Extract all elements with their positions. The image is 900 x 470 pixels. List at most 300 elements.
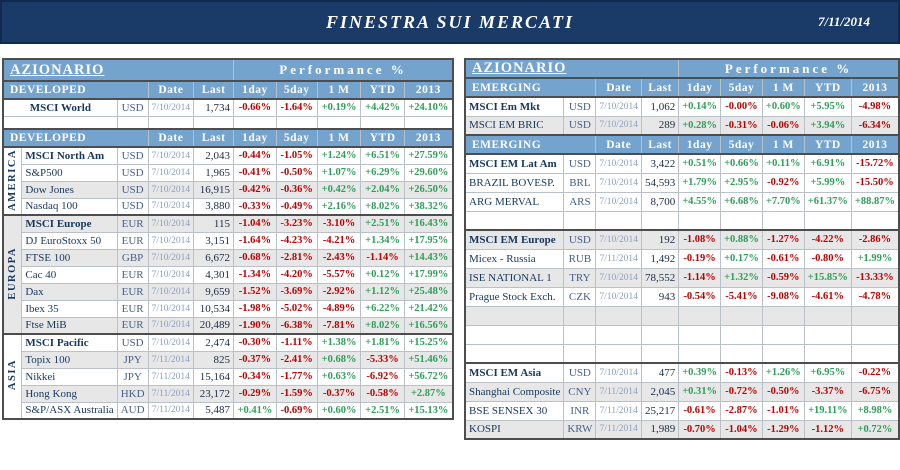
column-header: 1day [234,129,277,147]
perf-value: +38.32% [404,198,453,215]
perf-value: +1.07% [317,164,361,181]
last-value: 1,062 [641,97,678,116]
perf-value: -7.81% [317,317,361,334]
perf-value: -0.80% [804,249,851,268]
last-value: 192 [641,230,678,249]
currency: HKD [117,385,148,402]
perf-value: +0.60% [762,97,804,116]
perf-value: -0.69% [276,402,317,419]
region-label: EUROPA [3,215,22,334]
perf-value: +88.87% [851,192,899,211]
perf-value: +51.46% [404,351,453,368]
instrument-name: Hong Kong [22,385,117,402]
perf-value: -0.70% [679,420,721,439]
table-row [3,99,453,116]
empty-cell [804,344,851,363]
table-row [465,401,899,420]
perf-value: -5.33% [361,351,404,368]
perf-value: +4.55% [679,192,721,211]
empty-cell [721,325,763,344]
perf-value: -9.08% [762,287,804,306]
empty-cell [641,344,678,363]
empty-cell [596,344,642,363]
column-header: 1 M [762,78,804,97]
last-value: 3,151 [194,232,234,249]
perf-value: +15.25% [404,334,453,351]
perf-value: -0.61% [762,249,804,268]
instrument-name: MSCI EM Europe [465,230,564,249]
column-header: 2013 [851,135,899,154]
instrument-name: MSCI EM Asia [465,363,564,382]
quote-date: 7/10/2014 [148,147,194,164]
last-value: 20,489 [194,317,234,334]
perf-value: -0.42% [234,181,277,198]
perf-value: +2.04% [361,181,404,198]
table-row [3,402,453,419]
table-row [3,198,453,215]
instrument-name: Dow Jones [22,181,117,198]
instrument-name: Micex - Russia [465,249,564,268]
perf-value: -1.12% [804,420,851,439]
perf-value: +26.50% [404,181,453,198]
report-title: FINESTRA SUI MERCATI [325,12,575,32]
instrument-name: Ibex 35 [22,300,117,317]
empty-cell [596,325,642,344]
empty-cell [596,306,642,325]
table-row [3,351,453,368]
currency: ARS [564,192,596,211]
performance-title: Performance % [234,59,453,81]
quote-date: 7/11/2014 [596,382,642,401]
last-value: 6,672 [194,249,234,266]
group-header: EMERGING [465,78,596,97]
perf-value: -2.41% [276,351,317,368]
empty-cell [762,344,804,363]
perf-value: +56.72% [404,368,453,385]
quote-date: 7/10/2014 [148,266,194,283]
perf-value: +2.95% [721,173,763,192]
last-value: 943 [641,287,678,306]
instrument-name: DJ EuroStoxx 50 [22,232,117,249]
perf-value: +6.51% [361,147,404,164]
perf-value: -0.34% [234,368,277,385]
perf-value: -0.37% [234,351,277,368]
instrument-name: ISE NATIONAL 1 [465,268,564,287]
table-row [3,368,453,385]
quote-date: 7/10/2014 [148,99,194,116]
perf-value: -2.86% [851,230,899,249]
currency: INR [564,401,596,420]
perf-value: +1.26% [762,363,804,382]
currency: EUR [117,266,148,283]
perf-value: -3.37% [804,382,851,401]
quote-date: 7/11/2014 [148,368,194,385]
column-header: YTD [804,135,851,154]
perf-value: -5.41% [721,287,763,306]
empty-cell [851,306,899,325]
currency: EUR [117,232,148,249]
empty-row [3,116,453,129]
perf-value: -0.58% [361,385,404,402]
perf-value: -6.38% [276,317,317,334]
empty-cell [641,211,678,230]
perf-value: -0.49% [276,198,317,215]
empty-cell [564,306,596,325]
perf-value: +1.34% [361,232,404,249]
column-header: 5day [276,129,317,147]
empty-cell [596,211,642,230]
currency: USD [564,97,596,116]
quote-date: 7/10/2014 [596,268,642,287]
instrument-name: Shanghai Composite [465,382,564,401]
perf-value: +1.12% [361,283,404,300]
perf-value: -1.01% [762,401,804,420]
empty-cell [361,116,404,129]
perf-value: -1.08% [679,230,721,249]
perf-value: +5.99% [804,173,851,192]
perf-value: +0.42% [317,181,361,198]
perf-value: +8.98% [851,401,899,420]
empty-cell [679,306,721,325]
instrument-name: MSCI EM Lat Am [465,154,564,173]
table-row [3,232,453,249]
perf-value: -15.72% [851,154,899,173]
perf-value: -0.72% [721,382,763,401]
perf-value: -0.00% [721,97,763,116]
developed-table [2,58,454,420]
table-row [465,230,899,249]
empty-cell [762,211,804,230]
perf-value: +21.42% [404,300,453,317]
perf-value: -1.29% [762,420,804,439]
perf-value: -0.66% [234,99,277,116]
empty-cell [194,116,234,129]
last-value: 10,534 [194,300,234,317]
currency: USD [117,147,148,164]
currency: USD [117,99,148,116]
quote-date: 7/10/2014 [148,283,194,300]
perf-value: +7.70% [762,192,804,211]
perf-value: +0.88% [721,230,763,249]
column-header: Last [641,78,678,97]
currency: USD [117,334,148,351]
empty-cell [117,116,148,129]
perf-value: -1.59% [276,385,317,402]
currency: JPY [117,368,148,385]
instrument-name: Nikkei [22,368,117,385]
empty-cell [641,306,678,325]
empty-cell [679,325,721,344]
quote-date: 7/10/2014 [148,317,194,334]
quote-date: 7/11/2014 [148,351,194,368]
last-value: 115 [194,215,234,232]
perf-value: +8.02% [361,317,404,334]
currency: KRW [564,420,596,439]
instrument-name: Prague Stock Exch. [465,287,564,306]
perf-value: +0.14% [679,97,721,116]
empty-cell [851,344,899,363]
empty-cell [721,306,763,325]
perf-value: +1.79% [679,173,721,192]
quote-date: 7/10/2014 [596,116,642,135]
last-value: 54,593 [641,173,678,192]
perf-value: -1.04% [721,420,763,439]
column-header: Date [148,81,194,99]
perf-value: +0.63% [317,368,361,385]
empty-cell [3,116,117,129]
column-header: 1 M [762,135,804,154]
table-row [3,317,453,334]
empty-cell [148,116,194,129]
empty-cell [465,344,564,363]
table-row [465,268,899,287]
empty-cell [851,211,899,230]
table-row [3,147,453,164]
currency: EUR [117,215,148,232]
quote-date: 7/11/2014 [148,402,194,419]
last-value: 3,880 [194,198,234,215]
perf-value: -4.98% [851,97,899,116]
column-header: Date [596,135,642,154]
column-header: 1 M [317,129,361,147]
header-row [3,81,453,99]
column-header: 1 M [317,81,361,99]
perf-value: -4.23% [276,232,317,249]
column-header: Date [148,129,194,147]
last-value: 289 [641,116,678,135]
perf-value: +14.43% [404,249,453,266]
empty-cell [465,306,564,325]
table-row [465,287,899,306]
empty-cell [317,116,361,129]
perf-value: +0.39% [679,363,721,382]
currency: JPY [117,351,148,368]
table-row [3,385,453,402]
perf-value: -1.05% [276,147,317,164]
perf-value: -0.31% [721,116,763,135]
instrument-name: FTSE 100 [22,249,117,266]
quote-date: 7/10/2014 [596,230,642,249]
empty-cell [679,344,721,363]
perf-value: +15.13% [404,402,453,419]
section-title: AZIONARIO [3,59,234,81]
column-header: YTD [361,81,404,99]
perf-value: -4.61% [804,287,851,306]
instrument-name: KOSPI [465,420,564,439]
empty-cell [804,306,851,325]
instrument-name: Nasdaq 100 [22,198,117,215]
instrument-name: S&P/ASX Australia [22,402,117,419]
table-row [465,154,899,173]
perf-value: +6.91% [804,154,851,173]
currency: USD [564,230,596,249]
perf-value: +29.60% [404,164,453,181]
perf-value: -0.54% [679,287,721,306]
perf-value: -3.23% [276,215,317,232]
group-header: DEVELOPED [3,129,148,147]
quote-date: 7/10/2014 [596,97,642,116]
report-date: 7/11/2014 [817,14,870,29]
table-row [465,116,899,135]
perf-value: +0.17% [721,249,763,268]
quote-date: 7/11/2014 [148,385,194,402]
quote-date: 7/11/2014 [596,249,642,268]
perf-value: -0.41% [234,164,277,181]
perf-value: +0.41% [234,402,277,419]
perf-value: +0.31% [679,382,721,401]
perf-value: +25.48% [404,283,453,300]
empty-row [465,306,899,325]
empty-cell [721,211,763,230]
perf-value: +8.02% [361,198,404,215]
table-row [3,215,453,232]
last-value: 1,734 [194,99,234,116]
empty-row [465,344,899,363]
perf-value: +2.51% [361,402,404,419]
currency: AUD [117,402,148,419]
perf-value: -0.30% [234,334,277,351]
last-value: 4,301 [194,266,234,283]
perf-value: +0.51% [679,154,721,173]
perf-value: +6.29% [361,164,404,181]
quote-date: 7/10/2014 [148,198,194,215]
quote-date: 7/10/2014 [148,334,194,351]
empty-cell [721,344,763,363]
instrument-name: MSCI Em Mkt [465,97,564,116]
instrument-name: Cac 40 [22,266,117,283]
column-header: 1day [234,81,277,99]
instrument-name: Dax [22,283,117,300]
perf-value: -2.43% [317,249,361,266]
quote-date: 7/10/2014 [148,300,194,317]
empty-row [465,325,899,344]
perf-value: -0.19% [679,249,721,268]
empty-cell [851,325,899,344]
perf-value: -0.13% [721,363,763,382]
instrument-name: MSCI EM BRIC [465,116,564,135]
perf-value: -1.98% [234,300,277,317]
header-row [3,129,453,147]
quote-date: 7/10/2014 [148,164,194,181]
perf-value: -0.68% [234,249,277,266]
perf-value: -2.81% [276,249,317,266]
currency: USD [564,116,596,135]
instrument-name: MSCI World [3,99,117,116]
quote-date: 7/10/2014 [596,287,642,306]
perf-value: -0.50% [276,164,317,181]
perf-value: -1.14% [361,249,404,266]
perf-value: +16.43% [404,215,453,232]
instrument-name: MSCI North Am [22,147,117,164]
perf-value: +2.51% [361,215,404,232]
currency: USD [117,198,148,215]
table-row [3,300,453,317]
perf-value: -6.34% [851,116,899,135]
perf-value: +24.10% [404,99,453,116]
instrument-name: BSE SENSEX 30 [465,401,564,420]
perf-value: -0.92% [762,173,804,192]
quote-date: 7/10/2014 [596,192,642,211]
group-header: EMERGING [465,135,596,154]
table-row [3,334,453,351]
perf-value: -1.90% [234,317,277,334]
perf-value: +1.32% [721,268,763,287]
perf-value: -4.20% [276,266,317,283]
quote-date: 7/10/2014 [148,249,194,266]
perf-value: +1.99% [851,249,899,268]
table-row [465,363,899,382]
empty-row [465,211,899,230]
sec-row [3,59,453,81]
currency: BRL [564,173,596,192]
last-value: 2,045 [641,382,678,401]
perf-value: +0.19% [317,99,361,116]
currency: EUR [117,317,148,334]
table-row [465,97,899,116]
column-header: 1day [679,135,721,154]
perf-value: +3.94% [804,116,851,135]
column-header: Date [596,78,642,97]
title-bar [0,0,900,44]
perf-value: -6.75% [851,382,899,401]
perf-value: +17.95% [404,232,453,249]
perf-value: -3.10% [317,215,361,232]
currency: USD [564,363,596,382]
perf-value: -5.02% [276,300,317,317]
table-row [465,173,899,192]
empty-cell [465,325,564,344]
perf-value: +6.95% [804,363,851,382]
perf-value: -1.64% [276,99,317,116]
perf-value: -3.69% [276,283,317,300]
table-row [3,266,453,283]
column-header: YTD [361,129,404,147]
perf-value: -1.11% [276,334,317,351]
empty-cell [762,325,804,344]
quote-date: 7/11/2014 [596,420,642,439]
perf-value: +6.22% [361,300,404,317]
perf-value: -15.50% [851,173,899,192]
perf-value: -1.64% [234,232,277,249]
table-row [3,249,453,266]
table-row [3,181,453,198]
perf-value: +17.99% [404,266,453,283]
column-header: 2013 [851,78,899,97]
column-header: Last [194,129,234,147]
perf-value: -6.92% [361,368,404,385]
empty-cell [762,306,804,325]
table-row [3,164,453,181]
column-header: YTD [804,78,851,97]
perf-value: -2.87% [721,401,763,420]
perf-value: +1.81% [361,334,404,351]
last-value: 2,043 [194,147,234,164]
perf-value: +0.12% [361,266,404,283]
empty-cell [276,116,317,129]
last-value: 825 [194,351,234,368]
perf-value: -0.36% [276,181,317,198]
instrument-name: MSCI Pacific [22,334,117,351]
perf-value: -4.22% [804,230,851,249]
last-value: 3,422 [641,154,678,173]
tables-container [2,58,900,440]
empty-cell [234,116,277,129]
empty-cell [404,116,453,129]
currency: USD [117,181,148,198]
perf-value: +2.87% [404,385,453,402]
empty-cell [465,211,564,230]
last-value: 5,487 [194,402,234,419]
